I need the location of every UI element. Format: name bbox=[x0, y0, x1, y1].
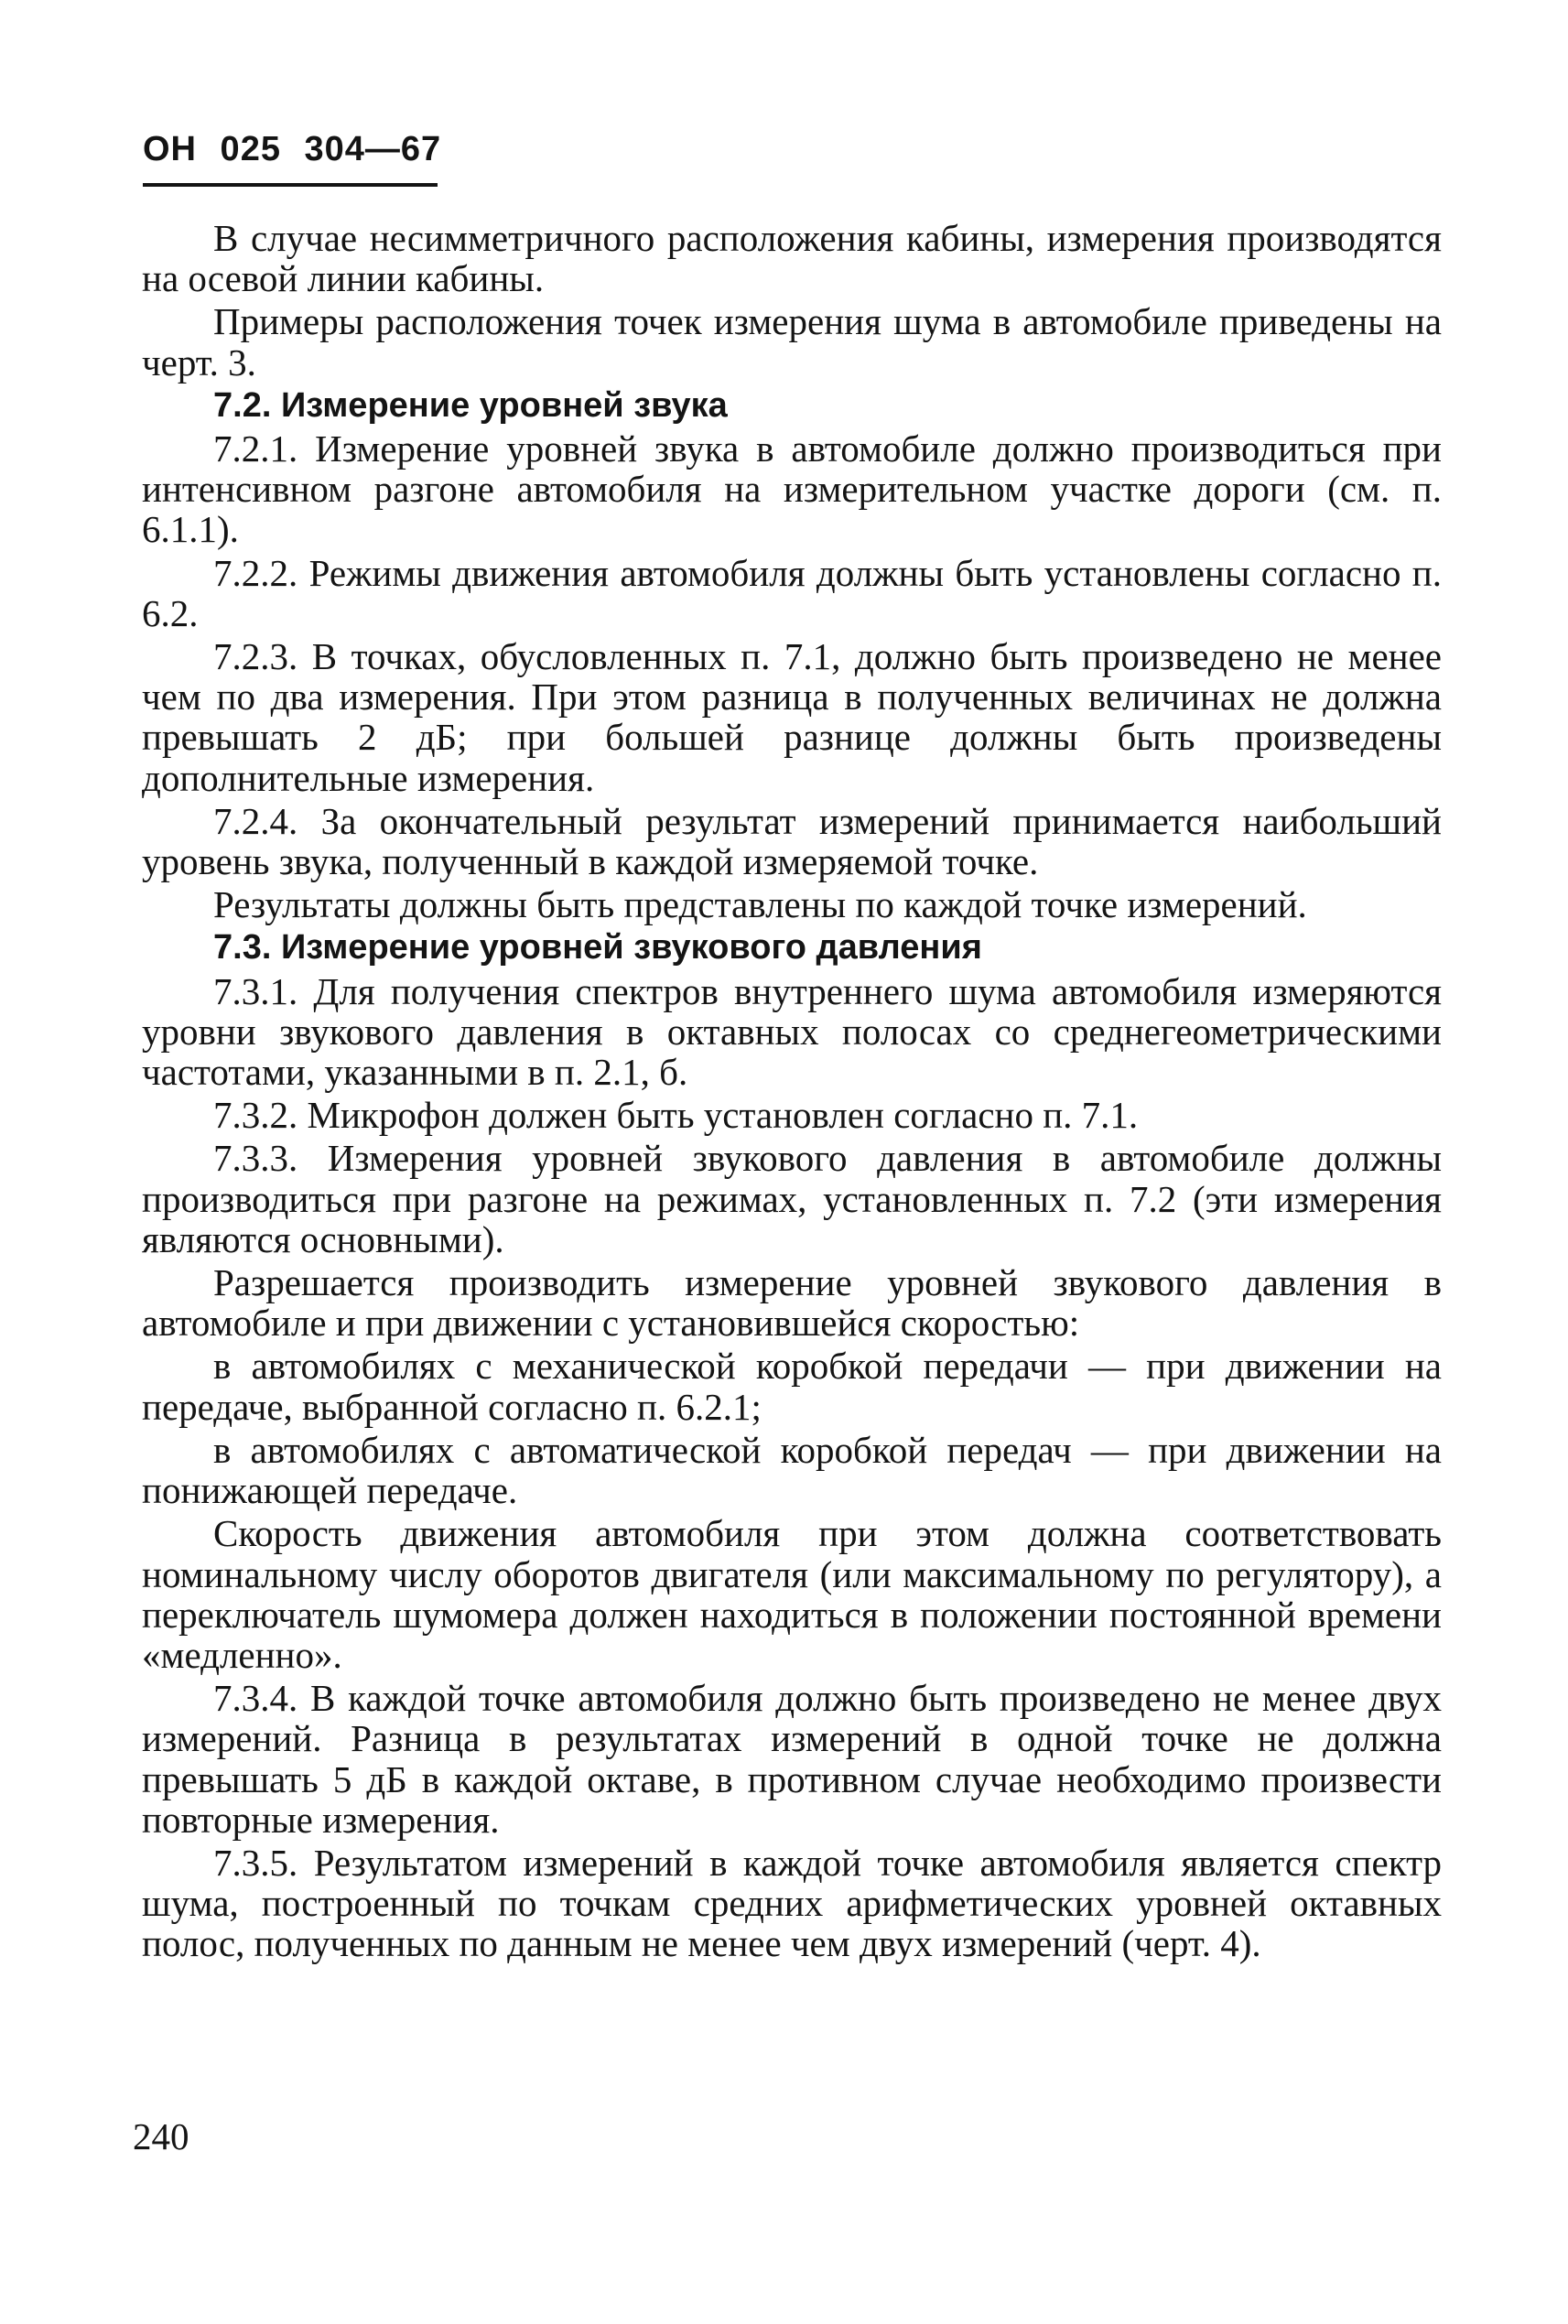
paragraph: Разрешается производить измерение уровней звукового давления в автомобиле и при движении с установившейся скоростью: bbox=[142, 1261, 1442, 1345]
paragraph: Примеры расположения точек измерения шума в автомобиле приведены на черт. 3. bbox=[142, 300, 1442, 384]
document-body bbox=[142, 218, 1442, 1967]
paragraph: В случае несимметричного расположения кабины, измерения производятся на осевой линии кабины. bbox=[142, 217, 1442, 300]
section-heading: 7.3. Измерение уровней звукового давления bbox=[213, 928, 982, 967]
paragraph: 7.2.1. Измерение уровней звука в автомобиле должно производиться при интенсивном разгоне автомобиля на измерительном участке дороги (см. п. 6.1.1). bbox=[142, 427, 1442, 551]
paragraph: Скорость движения автомобиля при этом должна соответствовать номинальному числу оборотов двигателя (или максимальному по регулятору), а переключатель шумомера должен находиться в положении постоянной времени «медленно». bbox=[142, 1512, 1442, 1676]
paragraph: 7.2.2. Режимы движения автомобиля должны быть установлены согласно п. 6.2. bbox=[142, 551, 1442, 634]
paragraph: в автомобилях с автоматической коробкой передач — при движении на понижающей передаче. bbox=[142, 1428, 1442, 1512]
paragraph: 7.2.4. За окончательный результат измерений принимается наибольший уровень звука, полученный в каждой измеряемой точке. bbox=[142, 799, 1442, 883]
document-code-header: ОН 025 304—67 bbox=[143, 130, 442, 168]
paragraph: 7.3.2. Микрофон должен быть установлен согласно п. 7.1. bbox=[213, 1094, 1139, 1137]
paragraph: 7.3.4. В каждой точке автомобиля должно быть произведено не менее двух измерений. Разница в результатах измерений в одной точке не должна превышать 5 дБ в каждой октаве, в противном случае необходимо произвести повторные измерения. bbox=[142, 1677, 1442, 1841]
paragraph: 7.2.3. В точках, обусловленных п. 7.1, должно быть произведено не менее чем по два измерения. При этом разница в полученных величинах не должна превышать 2 дБ; при большей разнице должны быть произведены дополнительные измерения. bbox=[142, 635, 1442, 799]
paragraph: Результаты должны быть представлены по каждой точке измерений. bbox=[213, 883, 1307, 926]
section-heading: 7.2. Измерение уровней звука bbox=[213, 385, 728, 425]
paragraph: 7.3.5. Результатом измерений в каждой точке автомобиля является спектр шума, построенный по точкам средних арифметических уровней октавных полос, полученных по данным не менее чем двух измерений (черт. 4). bbox=[142, 1841, 1442, 1965]
header-underline bbox=[143, 183, 438, 187]
paragraph: 7.3.1. Для получения спектров внутреннего шума автомобиля измеряются уровни звукового давления в октавных полосах со среднегеометрическими частотами, указанными в п. 2.1, б. bbox=[142, 969, 1442, 1094]
paragraph: в автомобилях с механической коробкой передачи — при движении на передаче, выбранной согласно п. 6.2.1; bbox=[142, 1345, 1442, 1428]
paragraph: 7.3.3. Измерения уровней звукового давления в автомобиле должны производиться при разгоне на режимах, установленных п. 7.2 (эти измерения являются основными). bbox=[142, 1137, 1442, 1260]
page-number: 240 bbox=[133, 2115, 189, 2157]
